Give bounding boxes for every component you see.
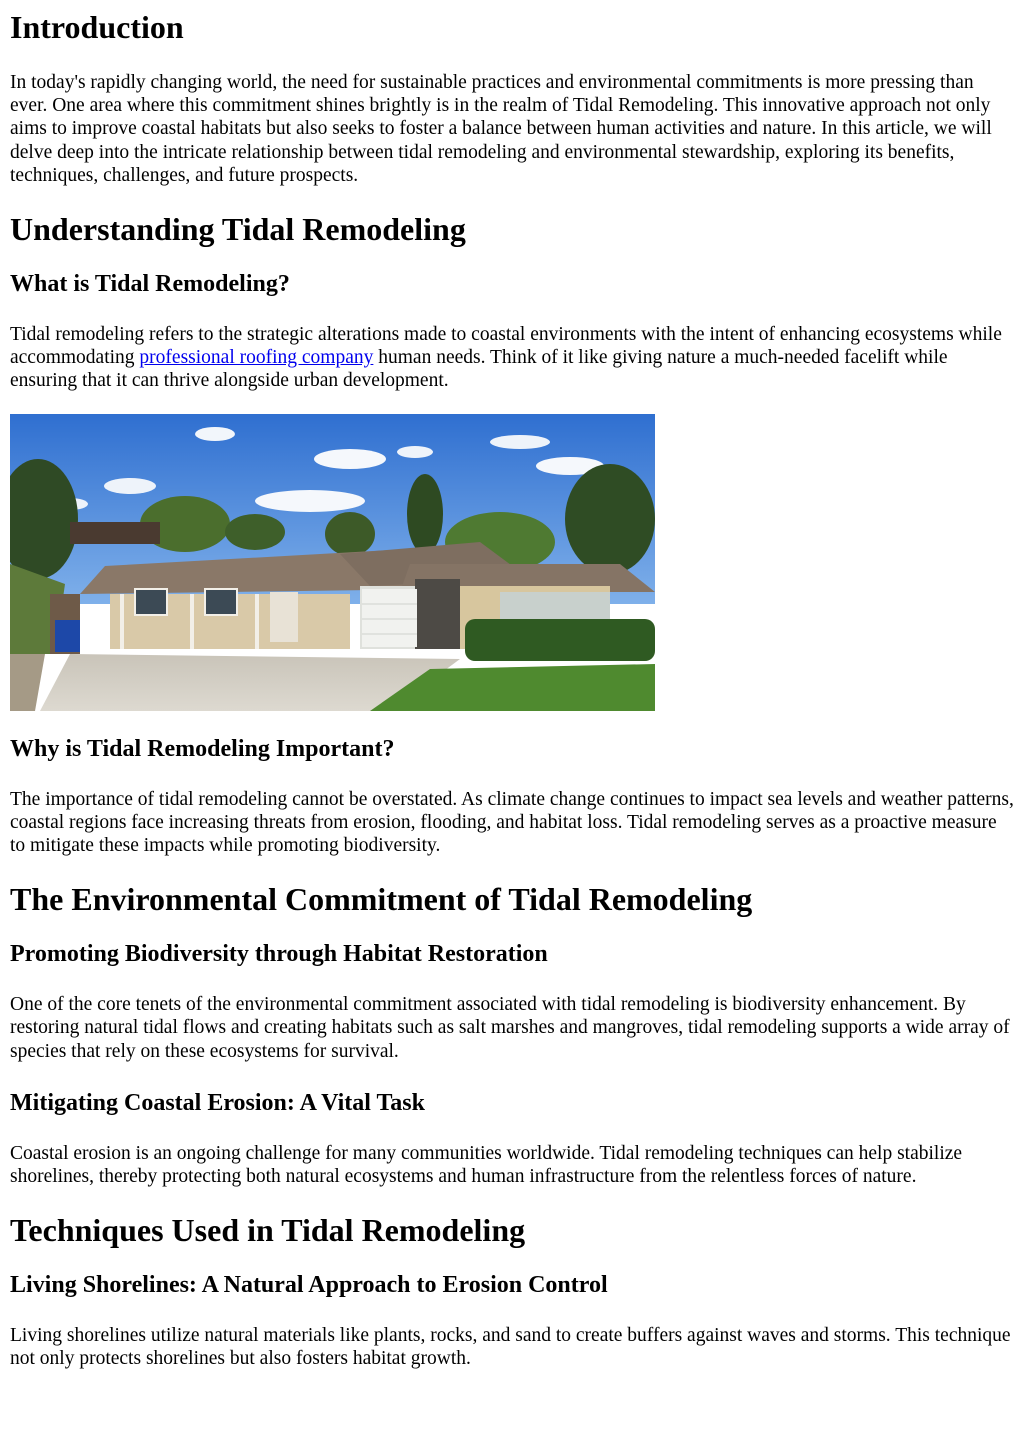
what-heading: What is Tidal Remodeling? — [10, 271, 290, 298]
environmental-commitment-heading: The Environmental Commitment of Tidal Remodeling — [10, 881, 753, 918]
why-heading: Why is Tidal Remodeling Important? — [10, 735, 395, 762]
intro-paragraph: In today's rapidly changing world, the need for sustainable practices and environmental commitments is more pressing than ever. One area where this commitment shines brightly is in the realm of Tidal Remodeling. This innovative approach not only aims to improve coastal habitats but also seeks to foster a balance between human activities and nature. In this article, we will delve deep into the intricate relationship between tidal remodeling and environmental stewardship, exploring its benefits, techniques, challenges, and future prospects. — [10, 72, 992, 186]
what-paragraph-text-end: human needs. Think of it like giving nature a much-needed facelift while ensuring that it can thrive alongside urban development. — [10, 347, 948, 392]
biodiversity-paragraph: One of the core tenets of the environmental commitment associated with tidal remodeling is biodiversity enhancement. By restoring natural tidal flows and creating habitats such as salt marshes and mangroves, tidal remodeling supports a wide array of species that rely on these ecosystems for survival. — [10, 994, 1010, 1062]
erosion-paragraph: Coastal erosion is an ongoing challenge for many communities worldwide. Tidal remodeling techniques can help stabilize shorelines, thereby protecting both natural ecosystems and human infrastructure from the relentless forces of nature. — [10, 1142, 963, 1188]
what-paragraph — [10, 323, 1014, 393]
techniques-heading: Techniques Used in Tidal Remodeling — [10, 1212, 526, 1249]
biodiversity-heading: Promoting Biodiversity through Habitat Restoration — [10, 941, 548, 968]
what-paragraph-text-start: Tidal remodeling refers to the strategic alterations made to coastal environments with the intent of enhancing ecosystems while accommodating — [10, 324, 1002, 369]
living-shorelines-heading: Living Shorelines: A Natural Approach to Erosion Control — [10, 1272, 608, 1299]
why-paragraph: The importance of tidal remodeling cannot be overstated. As climate change continues to impact sea levels and weather patterns, coastal regions face increasing threats from erosion, flooding, and habitat loss. Tidal remodeling serves as a proactive measure to mitigate these impacts while promoting biodiversity. — [10, 788, 1014, 857]
intro-heading: Introduction — [10, 9, 184, 45]
living-shorelines-paragraph: Living shorelines utilize natural materials like plants, rocks, and sand to create buffers against waves and storms. This technique not only protects shorelines but also fosters habitat growth. — [10, 1325, 1011, 1370]
house-photo — [10, 414, 655, 711]
understanding-heading: Understanding Tidal Remodeling — [10, 211, 466, 248]
article — [0, 9, 1024, 1371]
erosion-heading: Mitigating Coastal Erosion: A Vital Task — [10, 1089, 425, 1116]
professional-roofing-company-link[interactable]: professional roofing company — [139, 347, 374, 369]
